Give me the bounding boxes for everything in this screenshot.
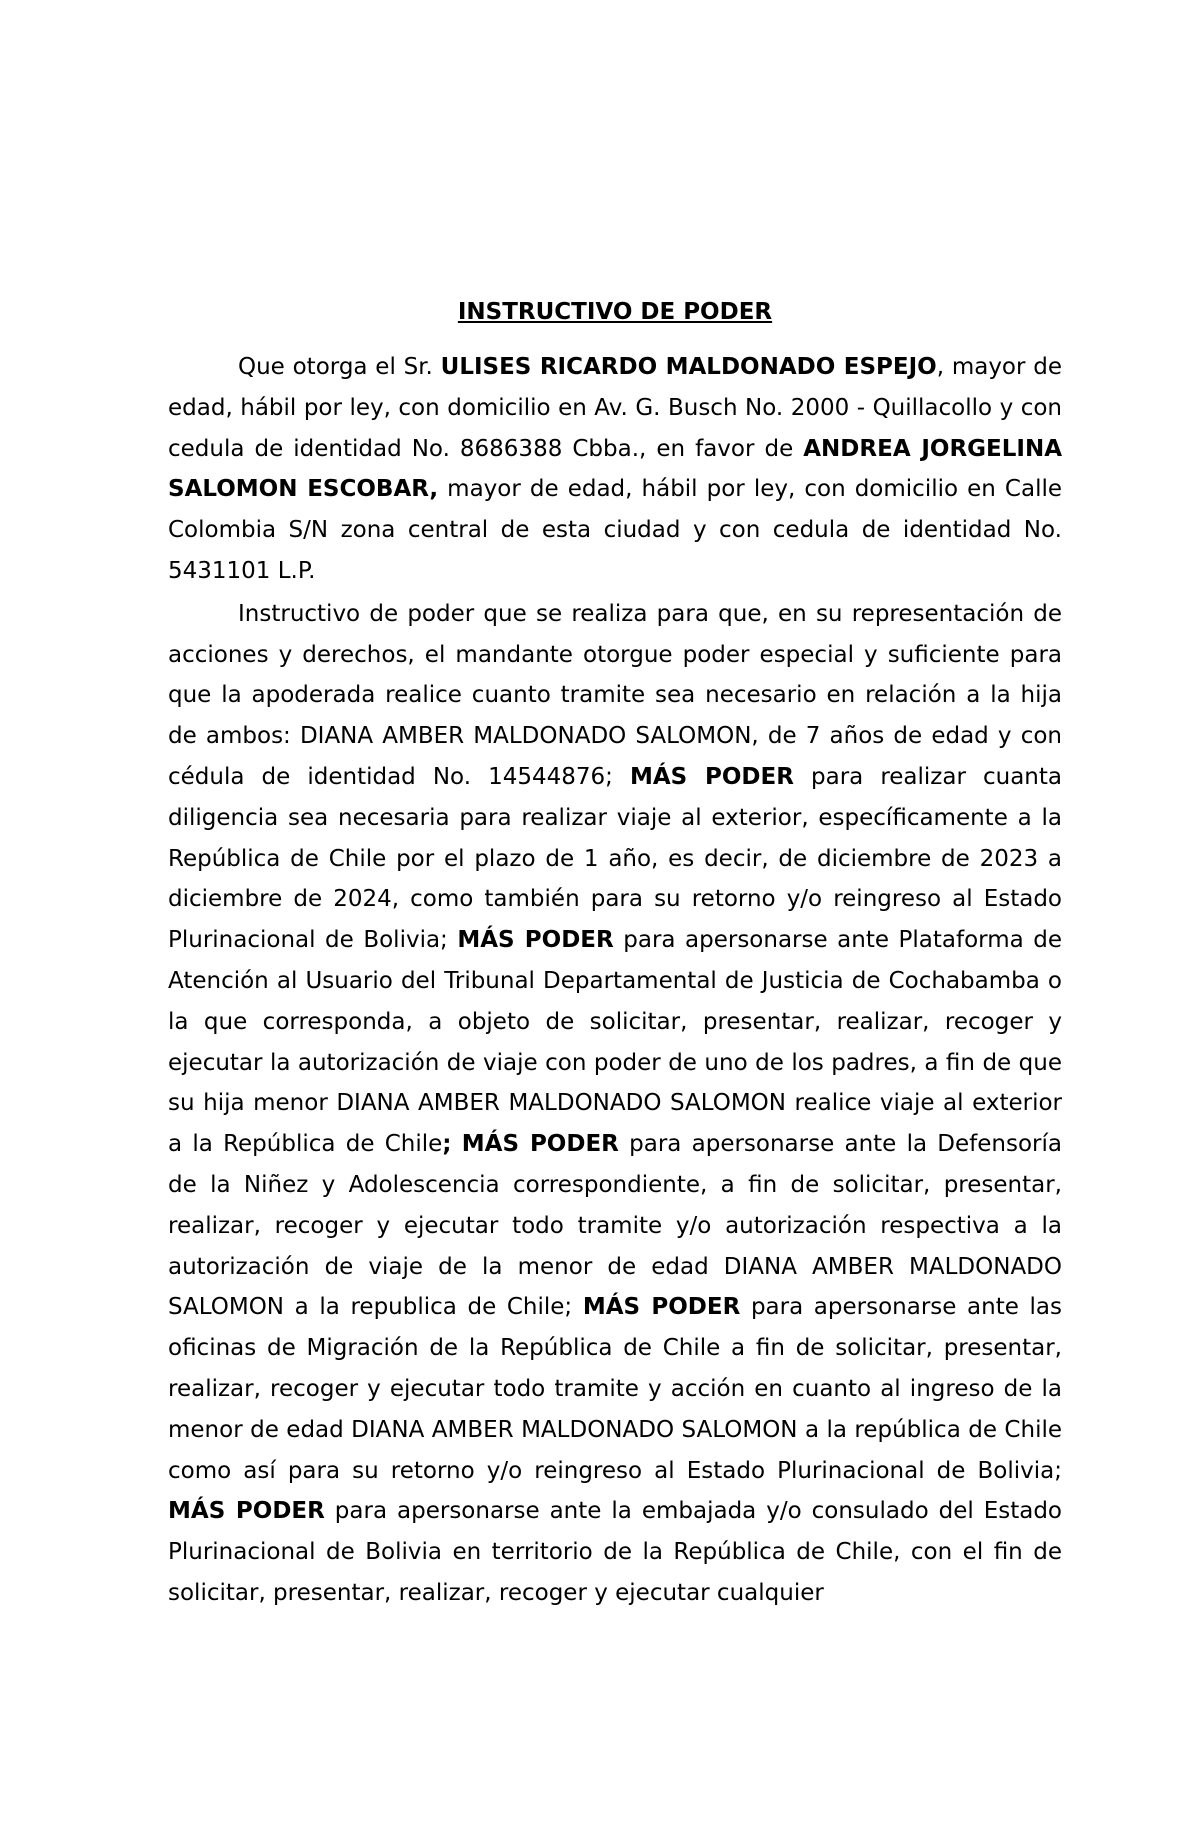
text-run: , mayor de edad, hábil por ley, con domicilio en Av. G. Busch No. 2000 - Quillacollo y con cedula de identidad No. 8686388 Cbba., en favor de	[168, 354, 1062, 462]
text-run: para apersonarse ante la embajada y/o consulado del Estado Plurinacional de Bolivia en territorio de la República de Chile, con el fin de solicitar, presentar, realizar, recoger y ejecutar cualquier	[168, 1498, 1062, 1606]
mas-poder-label: MÁS PODER	[457, 927, 614, 954]
mas-poder-label: MÁS PODER	[582, 1294, 741, 1321]
attorney-name: ANDREA JORGELINA SALOMON ESCOBAR,	[168, 435, 1063, 503]
powers-paragraph	[168, 594, 1062, 1614]
text-run: para apersonarse ante Plataforma de Atención al Usuario del Tribunal Departamental de Justicia de Cochabamba o la que corresponda, a objeto de solicitar, presentar, realizar, recoger y ejecutar la autorización de viaje con poder de uno de los padres, a fin de que su hija menor DIANA AMBER MALDONADO SALOMON realice viaje al exterior a la República de Chile	[168, 927, 1062, 1158]
text-run: para realizar cuanta diligencia sea necesaria para realizar viaje al exterior, específicamente a la República de Chile por el plazo de 1 año, es decir, de diciembre de 2023 a diciembre de 2024, como también para su retorno y/o reingreso al Estado Plurinacional de Bolivia;	[168, 763, 1062, 954]
text-run: mayor de edad, hábil por ley, con domicilio en Calle Colombia S/N zona central de esta ciudad y con cedula de identidad No. 5431101 L.P.	[168, 476, 1062, 584]
mas-poder-label: MÁS PODER	[168, 1498, 325, 1525]
grantor-name: ULISES RICARDO MALDONADO ESPEJO	[440, 354, 937, 380]
text-run: para apersonarse ante las oficinas de Migración de la República de Chile a fin de solicitar, presentar, realizar, recoger y ejecutar todo tramite y acción en cuanto al ingreso de la menor de edad DIANA AMBER MALDONADO SALOMON a la república de Chile como así para su retorno y/o reingreso al Estado Plurinacional de Bolivia;	[168, 1294, 1062, 1484]
grantor-paragraph	[168, 347, 1062, 592]
document-title: INSTRUCTIVO DE PODER	[457, 299, 773, 325]
document-body	[168, 292, 1062, 1616]
text-run: para apersonarse ante la Defensoría de la Niñez y Adolescencia correspondiente, a fin de solicitar, presentar, realizar, recoger y ejecutar todo tramite y/o autorización respectiva a la autorización de viaje de la menor de edad DIANA AMBER MALDONADO SALOMON a la republica de Chile;	[168, 1131, 1062, 1321]
bold-semicolon: ;	[442, 1131, 452, 1158]
mas-poder-label: MÁS PODER	[629, 763, 794, 790]
mas-poder-label: MÁS PODER	[461, 1131, 619, 1158]
text-run: Instructivo de poder que se realiza para que, en su representación de acciones y derechos, el mandante otorgue poder especial y suficiente para que la apoderada realice cuanto tramite sea necesario en relación a la hija de ambos: DIANA AMBER MALDONADO SALOMON, de 7 años de edad y con cédula de identidad No. 14544876;	[168, 600, 1062, 790]
text-run: Que otorga el Sr.	[238, 354, 441, 380]
